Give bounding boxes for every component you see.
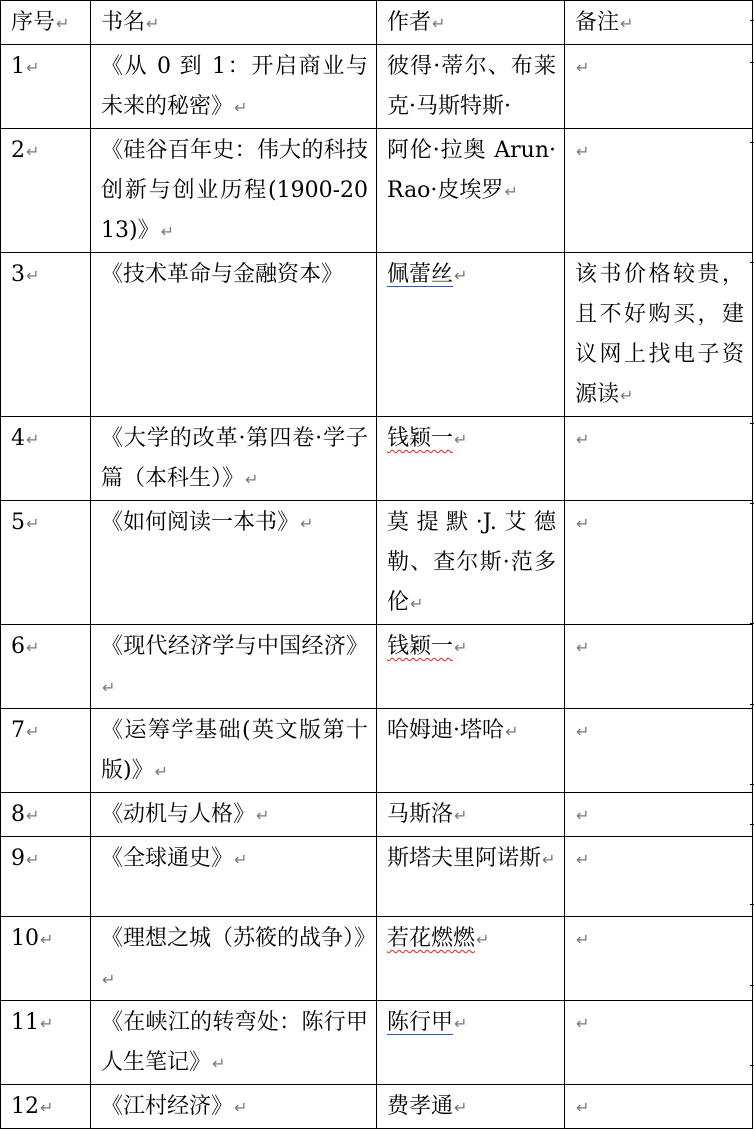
row-note: 该书价格较贵，且不好购买，建议网上找电子资源读↵ [565,253,753,417]
paragraph-mark-icon: ↵ [40,930,54,949]
paragraph-mark-icon: ↵ [102,678,116,697]
header-row [1,1,753,45]
row-index: 2↵ [1,129,91,253]
row-title: 《从 0 到 1：开启商业与未来的秘密》↵ [91,45,377,129]
paragraph-mark-icon: ↵ [26,142,40,161]
paragraph-mark-icon: ↵ [576,930,590,949]
row-index: 9↵ [1,837,91,917]
row-index: 3↵ [1,253,91,417]
row-title: 《运筹学基础(英文版第十版)》↵ [91,709,377,793]
paragraph-mark-icon: ↵ [300,514,314,533]
row-end-mark [750,20,754,21]
row-note [565,1001,753,1085]
row-author: 若花燃燃↵ [377,917,565,1001]
row-author: 佩蕾丝↵ [377,253,565,417]
row-end-mark [750,1065,754,1066]
row-author: 马斯洛↵ [377,793,565,837]
table-row [1,253,753,417]
row-author: 钱颖一↵ [377,625,565,709]
paragraph-mark-icon: ↵ [505,722,519,741]
header-title: 书名↵ [91,1,377,45]
table-row [1,793,753,837]
row-note [565,793,753,837]
row-title: 《现代经济学与中国经济》↵ [91,625,377,709]
row-title: 《在峡江的转弯处：陈行甲人生笔记》↵ [91,1001,377,1085]
paragraph-mark-icon: ↵ [56,14,70,33]
row-index: 10↵ [1,917,91,1001]
table-row [1,1001,753,1085]
row-author: 钱颖一↵ [377,417,565,501]
table-row [1,45,753,129]
row-end-mark [750,623,754,624]
paragraph-mark-icon: ↵ [454,430,468,449]
row-end-mark [750,262,754,263]
paragraph-mark-icon: ↵ [576,58,590,77]
row-note [565,1085,753,1129]
row-end-mark [750,824,754,825]
row-note [565,501,753,625]
row-index: 8↵ [1,793,91,837]
row-note [565,129,753,253]
paragraph-mark-icon: ↵ [432,14,446,33]
paragraph-mark-icon: ↵ [26,806,40,825]
table-row [1,837,753,917]
paragraph-mark-icon: ↵ [26,514,40,533]
row-index: 11↵ [1,1001,91,1085]
paragraph-mark-icon: ↵ [542,850,556,869]
paragraph-mark-icon: ↵ [576,638,590,657]
paragraph-mark-icon: ↵ [476,930,490,949]
table-row [1,129,753,253]
paragraph-mark-icon: ↵ [154,762,168,781]
paragraph-mark-icon: ↵ [454,266,468,285]
header-index: 序号↵ [1,1,91,45]
header-note: 备注↵ [565,1,753,45]
row-index: 7↵ [1,709,91,793]
paragraph-mark-icon: ↵ [26,722,40,741]
row-author: 哈姆迪·塔哈↵ [377,709,565,793]
row-author: 费孝通↵ [377,1085,565,1129]
paragraph-mark-icon: ↵ [26,430,40,449]
paragraph-mark-icon: ↵ [576,722,590,741]
paragraph-mark-icon: ↵ [620,386,634,405]
paragraph-mark-icon: ↵ [146,14,160,33]
row-title: 《江村经济》↵ [91,1085,377,1129]
paragraph-mark-icon: ↵ [245,470,259,489]
table-row [1,501,753,625]
row-title: 《全球通史》↵ [91,837,377,917]
row-index: 5↵ [1,501,91,625]
row-end-mark [750,784,754,785]
row-author: 陈行甲↵ [377,1001,565,1085]
paragraph-mark-icon: ↵ [454,806,468,825]
paragraph-mark-icon: ↵ [410,594,424,613]
paragraph-mark-icon: ↵ [576,806,590,825]
row-index: 6↵ [1,625,91,709]
row-note [565,709,753,793]
paragraph-mark-icon: ↵ [576,142,590,161]
row-note [565,417,753,501]
paragraph-mark-icon: ↵ [504,182,518,201]
paragraph-mark-icon: ↵ [26,58,40,77]
row-note [565,625,753,709]
paragraph-mark-icon: ↵ [102,970,116,989]
row-end-mark [750,423,754,424]
row-end-mark [750,985,754,986]
row-end-mark [750,62,754,63]
paragraph-mark-icon: ↵ [40,1014,54,1033]
row-end-mark [750,142,754,143]
paragraph-mark-icon: ↵ [160,222,174,241]
paragraph-mark-icon: ↵ [454,1098,468,1117]
paragraph-mark-icon: ↵ [576,430,590,449]
row-note [565,45,753,129]
table-row [1,709,753,793]
paragraph-mark-icon: ↵ [26,266,40,285]
row-author: 莫提默·J.艾德勒、查尔斯·范多伦↵ [377,501,565,625]
row-end-mark [750,503,754,504]
row-title: 《技术革命与金融资本》 [91,253,377,417]
paragraph-mark-icon: ↵ [454,638,468,657]
row-end-mark [750,904,754,905]
table-row [1,625,753,709]
row-author: 彼得·蒂尔、布莱克·马斯特斯· [377,45,565,129]
row-note [565,837,753,917]
header-author: 作者↵ [377,1,565,45]
row-index: 12↵ [1,1085,91,1129]
paragraph-mark-icon: ↵ [576,514,590,533]
row-title: 《如何阅读一本书》↵ [91,501,377,625]
paragraph-mark-icon: ↵ [234,850,248,869]
paragraph-mark-icon: ↵ [212,1054,226,1073]
table-row [1,1085,753,1129]
row-index: 1↵ [1,45,91,129]
paragraph-mark-icon: ↵ [256,806,270,825]
row-title: 《理想之城（苏筱的战争）》↵ [91,917,377,1001]
row-author: 斯塔夫里阿诺斯↵ [377,837,565,917]
paragraph-mark-icon: ↵ [576,850,590,869]
row-end-marks [750,0,754,1086]
paragraph-mark-icon: ↵ [26,850,40,869]
row-end-mark [750,704,754,705]
table-row [1,917,753,1001]
row-index: 4↵ [1,417,91,501]
row-author: 阿伦·拉奥 Arun·Rao·皮埃罗↵ [377,129,565,253]
paragraph-mark-icon: ↵ [40,1098,54,1117]
table-row [1,417,753,501]
paragraph-mark-icon: ↵ [620,14,634,33]
paragraph-mark-icon: ↵ [234,1098,248,1117]
paragraph-mark-icon: ↵ [234,98,248,117]
row-title: 《动机与人格》↵ [91,793,377,837]
paragraph-mark-icon: ↵ [26,638,40,657]
row-note [565,917,753,1001]
paragraph-mark-icon: ↵ [454,1014,468,1033]
row-title: 《硅谷百年史：伟大的科技创新与创业历程(1900-2013)》↵ [91,129,377,253]
paragraph-mark-icon: ↵ [576,1014,590,1033]
row-title: 《大学的改革·第四卷·学子篇（本科生）》↵ [91,417,377,501]
paragraph-mark-icon: ↵ [576,1098,590,1117]
